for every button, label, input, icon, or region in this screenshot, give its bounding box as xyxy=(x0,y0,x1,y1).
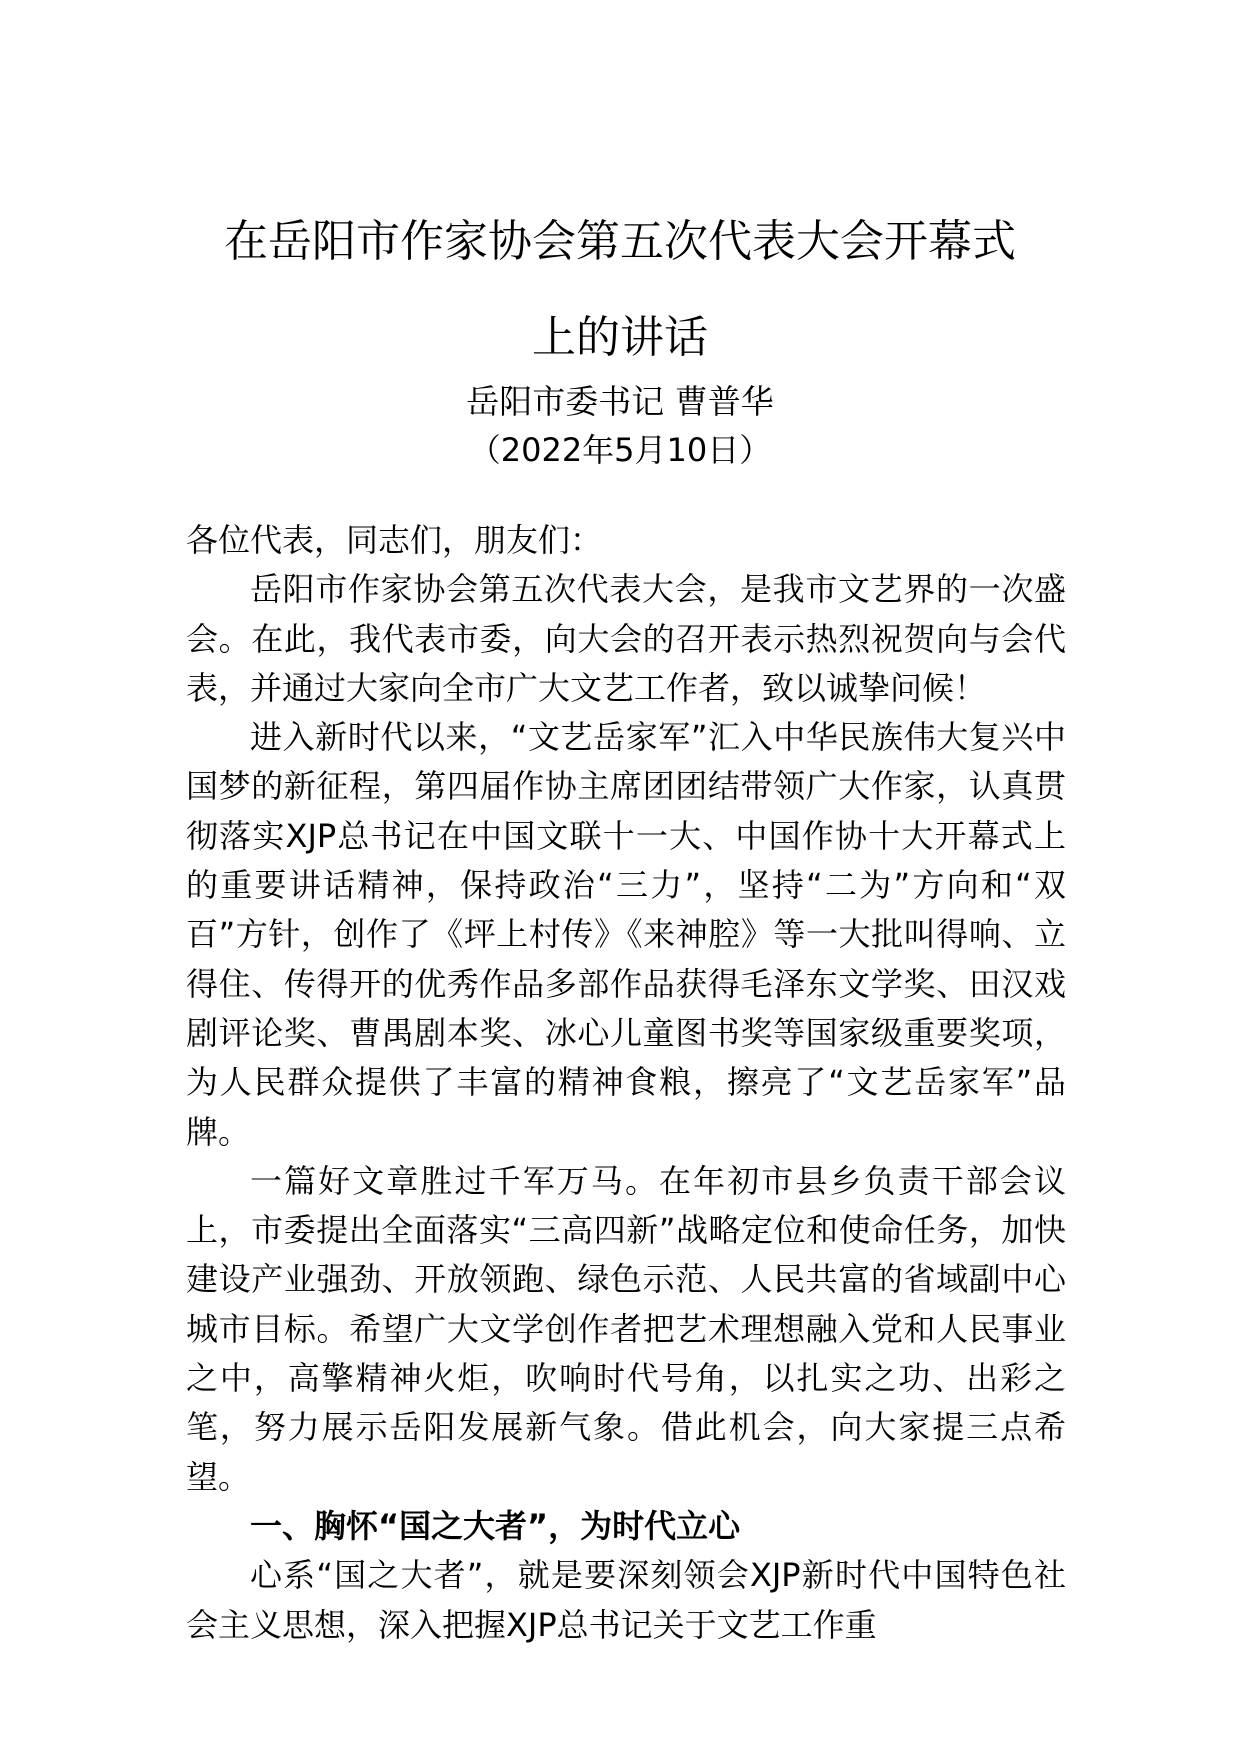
paragraph-3: 一篇好文章胜过千军万马。在年初市县乡负责干部会议上，市委提出全面落实“三高四新”战略定位和使命任务，加快建设产业强劲、开放领跑、绿色示范、人民共富的省域副中心城市目标。希望广大文学创作者把艺术理想融入党和人民事业之中，高擎精神火炬，吹响时代号角，以扎实之功、出彩之笔，努力展示岳阳发展新气象。借此机会，向大家提三点希望。 xyxy=(186,1161,1066,1496)
document-date: （2022年5月10日） xyxy=(468,431,772,469)
paragraph-2: 进入新时代以来，“文艺岳家军”汇入中华民族伟大复兴中国梦的新征程，第四届作协主席团团结带领广大作家，认真贯彻落实XJP总书记在中国文联十一大、中国作协十大开幕式上的重要讲话精神，保持政治“三力”，坚持“二为”方向和“双百”方针，创作了《坪上村传》《来神腔》等一大批叫得响、立得住、传得开的优秀作品多部作品获得毛泽东文学奖、田汉戏剧评论奖、曹禺剧本奖、冰心儿童图书奖等国家级重要奖项，为人民群众提供了丰富的精神食粮，擦亮了“文艺岳家军”品牌。 xyxy=(186,718,1066,1151)
salutation: 各位代表，同志们，朋友们： xyxy=(186,521,603,559)
document-author: 岳阳市委书记 曹普华 xyxy=(466,382,774,421)
paragraph-1: 岳阳市作家协会第五次代表大会，是我市文艺界的一次盛会。在此，我代表市委，向大会的召开表示热烈祝贺向与会代表，并通过大家向全市广大文艺工作者，致以诚挚问候！ xyxy=(186,570,1066,707)
section-heading-1: 一、胸怀“国之大者”，为时代立心 xyxy=(250,1506,741,1545)
document-title-line-2: 上的讲话 xyxy=(532,312,708,363)
paragraph-4: 心系“国之大者”，就是要深刻领会XJP新时代中国特色社会主义思想，深入把握XJP总书记关于文艺工作重 xyxy=(186,1556,1066,1644)
document-body xyxy=(186,516,1066,1650)
document-title-line-1: 在岳阳市作家协会第五次代表大会开幕式 xyxy=(224,216,1016,267)
